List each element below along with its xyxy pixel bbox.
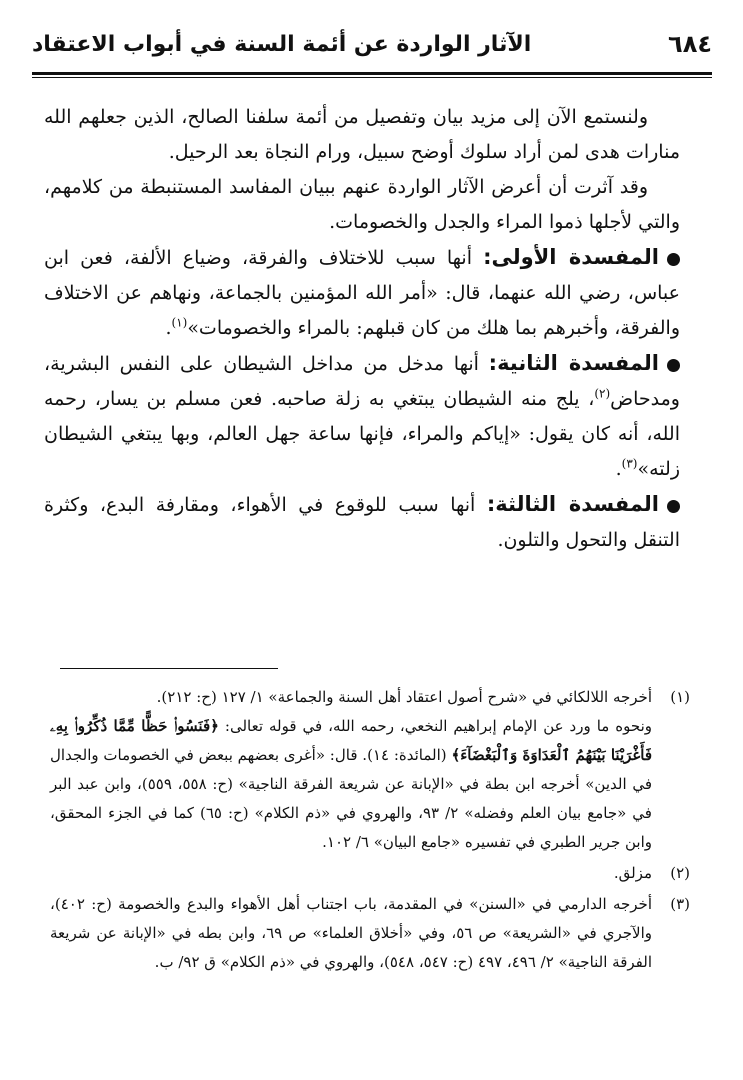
footnote-text-cont bbox=[50, 712, 652, 857]
footnote-number: (١) bbox=[670, 688, 690, 706]
item-heading: المفسدة الثانية: bbox=[488, 351, 660, 375]
bullet-icon bbox=[667, 500, 680, 513]
footnote-ref: (١) bbox=[171, 315, 188, 330]
item-text-end: . bbox=[165, 317, 172, 339]
main-text bbox=[44, 100, 680, 558]
paragraph-intro: ولنستمع الآن إلى مزيد بيان وتفصيل من أئمة سلفنا الصالح، الذين جعلهم الله منارات هدى لمن أراد سلوك أوضح سبيل، ورام النجاة بعد الرحيل. bbox=[44, 106, 680, 163]
footnote-body bbox=[50, 683, 652, 857]
item-heading: المفسدة الأولى: bbox=[483, 245, 660, 269]
item-second-harm bbox=[44, 346, 680, 487]
footnote-text: أخرجه الدارمي في «السنن» في المقدمة، باب اجتناب أهل الأهواء والبدع والخصومة (ح: ٤٠٢)، والآجري في «الشريعة» ص ٥٦، وفي «أخلاق العلماء» ص ٦٩، وابن بطه في «الإبانة عن شريعة الفرقة الناجية» ٢/ ٤٩٦، ٤٩٧ (ح: ٥٤٧، ٥٤٨)، والهروي في «ذم الكلام» ق ٩٢/ ب. bbox=[50, 895, 652, 971]
item-text: أنها مدخل من مداخل الشيطان على النفس البشرية، ومدحاض bbox=[44, 353, 680, 410]
footnote-body bbox=[50, 890, 652, 977]
footnote-separator bbox=[60, 668, 278, 669]
running-title: الآثار الواردة عن أئمة السنة في أبواب الاعتقاد bbox=[32, 31, 532, 57]
footnote-text-b: (المائدة: ١٤). قال: «أغرى بعضهم ببعض في الخصومات والجدال في الدين» أخرجه ابن بطة في «الإبانة عن شريعة الفرقة الناجية» (ح: ٥٥٨، ٥٥٩)، وابن عبد البر في «جامع بيان العلم وفضله» ٢/ ٩٣، والهروي في «ذم الكلام» (ح: ٦٥) كما في الجزء المحقق، وابن جرير الطبري في تفسيره «جامع البيان» ٦/ ١٠٢. bbox=[50, 746, 653, 851]
bullet-icon bbox=[667, 359, 680, 372]
page-number: ٦٨٤ bbox=[668, 30, 712, 58]
item-text-cont: ، يلج منه الشيطان يبتغي به زلة صاحبه. فعن مسلم بن يسار، رحمه الله، أنه كان يقول: «إياكم والمراء، فإنها ساعة جهل العالم، وبها يبتغي الشيطان زلته» bbox=[44, 388, 680, 480]
item-text: أنها سبب للاختلاف والفرقة، وضياع الألفة، فعن ابن عباس، رضي الله عنهما، قال: «أمر الله المؤمنين بالجماعة، ونهاهم عن الاختلاف والفرقة، وأخبرهم بما هلك من كان قبلهم: بالمراء والخصومات» bbox=[44, 247, 680, 339]
footnote-text-a: ونحوه ما ورد عن الإمام إبراهيم النخعي، رحمه الله، في قوله تعالى: bbox=[224, 717, 652, 735]
footnote-text: أخرجه اللالكائي في «شرح أصول اعتقاد أهل السنة والجماعة» ١/ ١٢٧ (ح: ٢١٢). bbox=[156, 688, 652, 706]
footnote-3 bbox=[50, 890, 690, 977]
item-first-harm bbox=[44, 240, 680, 346]
header-rule-thin bbox=[32, 77, 712, 78]
item-text-end: . bbox=[615, 458, 622, 480]
item-text: أنها سبب للوقوع في الأهواء، ومقارفة البدع، وكثرة التنقل والتحول والتلون. bbox=[44, 494, 680, 551]
footnotes bbox=[50, 683, 690, 979]
paragraph-method: وقد آثرت أن أعرض الآثار الواردة عنهم ببيان المفاسد المستنبطة من كلامهم، والتي لأجلها ذموا المراء والجدل والخصومات. bbox=[44, 176, 680, 233]
header-rule-thick bbox=[32, 72, 712, 75]
footnote-text: مزلق. bbox=[613, 864, 652, 882]
item-third-harm bbox=[44, 487, 680, 558]
quran-verse: ﴿فَنَسُوا۟ حَظًّا مِّمَّا ذُكِّرُوا۟ بِهِۦ فَأَغْرَيْنَا بَيْنَهُمُ ٱلْعَدَاوَةَ وَٱلْبَغْضَآءَ﴾ bbox=[50, 717, 652, 764]
footnote-2 bbox=[50, 859, 690, 888]
page-header bbox=[32, 22, 712, 66]
bullet-icon bbox=[667, 253, 680, 266]
footnote-number: (٣) bbox=[670, 895, 690, 913]
footnote-body bbox=[50, 859, 652, 888]
footnote-ref: (٣) bbox=[621, 456, 638, 471]
item-heading: المفسدة الثالثة: bbox=[486, 492, 659, 516]
footnote-number: (٢) bbox=[670, 864, 690, 882]
footnote-ref: (٢) bbox=[594, 386, 611, 401]
footnote-1 bbox=[50, 683, 690, 857]
